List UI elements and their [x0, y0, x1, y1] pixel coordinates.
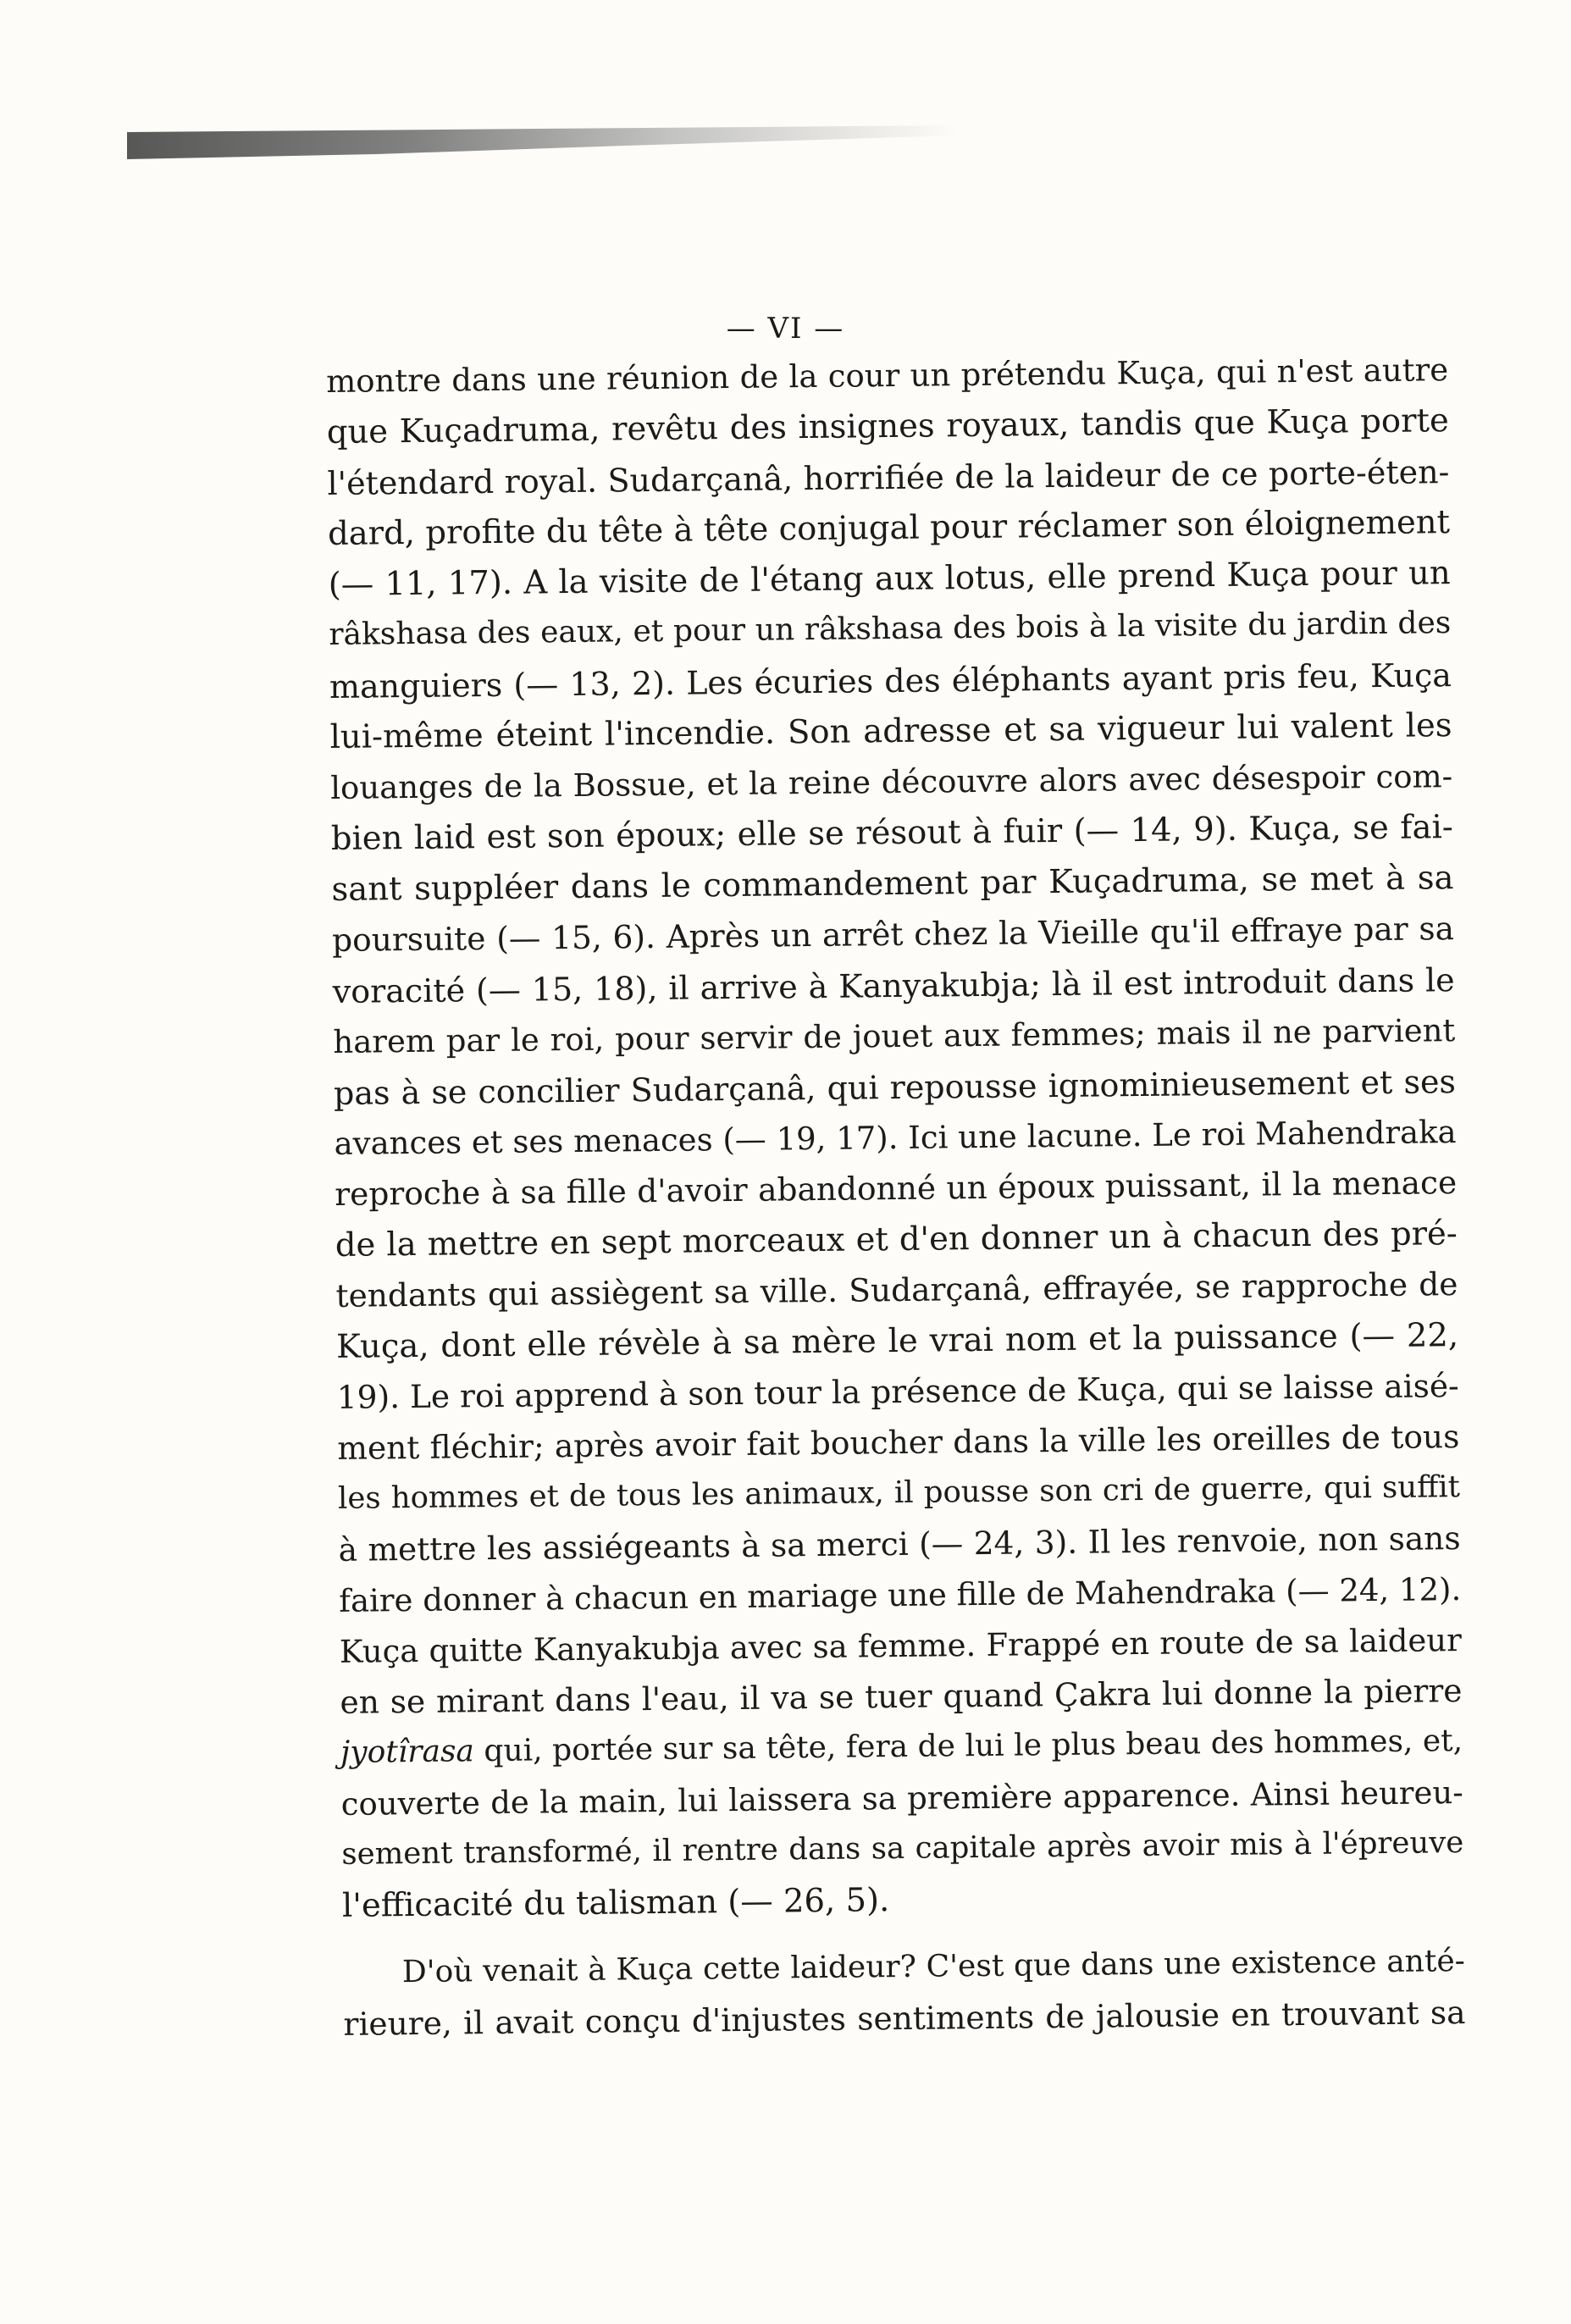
paragraph-2-line: rieure, il avait conçu d'injustes sentiments de jalousie en trouvant sa — [343, 1994, 1466, 2043]
text-line: râkshasa des eaux, et pour un râkshasa des bois à la visite du jardin des — [329, 606, 1452, 652]
text-line-italic-term — [340, 1726, 1463, 1768]
italic-term: jyotîrasa — [340, 1734, 475, 1770]
text-line: que Kuçadruma, revêtu des insignes royaux, tandis que Kuça porte — [326, 401, 1449, 451]
body-text — [325, 351, 1480, 2195]
text-line: sement transformé, il rentre dans sa capitale après avoir mis à l'épreuve — [341, 1825, 1464, 1872]
text-line: avances et ses menaces (— 19, 17). Ici une lacune. Le roi Mahendraka — [334, 1114, 1457, 1162]
text-line: couverte de la main, lui laissera sa première apparence. Ainsi heureu- — [340, 1774, 1463, 1823]
text-line: faire donner à chacun en mariage une fille de Mahendraka (— 24, 12). — [339, 1571, 1462, 1619]
text-line: dard, profite du tête à tête conjugal pour réclamer son éloignement — [327, 503, 1451, 553]
text-line: montre dans une réunion de la cour un prétendu Kuça, qui n'est autre — [325, 351, 1449, 400]
text-line: ment fléchir; après avoir fait boucher dans la ville les oreilles de tous — [337, 1418, 1460, 1467]
text-line: sant suppléer dans le commandement par Kuçadruma, se met à sa — [331, 859, 1454, 909]
page-number: — VI — — [726, 312, 845, 346]
text-line: louanges de la Bossue, et la reine découvre alors avec désespoir com- — [329, 758, 1453, 806]
text-line: Kuça quitte Kanyakubja avec sa femme. Frappé en route de sa laideur — [339, 1622, 1463, 1670]
text-line: Kuça, dont elle révèle à sa mère le vrai nom et la puissance (— 22, — [335, 1316, 1459, 1366]
paragraph-2-line: D'où venait à Kuça cette laideur? C'est que dans une existence anté- — [401, 1944, 1466, 1990]
text-line: tendants qui assiègent sa ville. Sudarçanâ, effrayée, se rapproche de — [335, 1265, 1458, 1314]
text-line: bien laid est son époux; elle se résout à fuir (— 14, 9). Kuça, se fai- — [330, 808, 1454, 858]
scan-edge-artifact — [127, 125, 957, 159]
text-line: l'étendard royal. Sudarçanâ, horrifiée de la laideur de ce porte-éten- — [327, 453, 1450, 502]
text-line: poursuite (— 15, 6). Après un arrêt chez la Vieille qu'il effraye par sa — [331, 910, 1455, 959]
text-line: manguiers (— 13, 2). Les écuries des éléphants ayant pris feu, Kuça — [329, 656, 1452, 706]
text-line: l'efficacité du talisman (— 26, 5). — [341, 1881, 890, 1925]
text-line: harem par le roi, pour servir de jouet aux femmes; mais il ne parvient — [333, 1012, 1456, 1060]
text-line: lui-même éteint l'incendie. Son adresse et sa vigueur lui valent les — [329, 706, 1452, 756]
text-line: à mettre les assiégeants à sa merci (— 24, 3). Il les renvoie, non sans — [338, 1519, 1461, 1569]
text-line: 19). Le roi apprend à son tour la présence de Kuça, qui se laisse aisé- — [336, 1367, 1459, 1416]
text-line: reproche à sa fille d'avoir abandonné un époux puissant, il la menace — [335, 1164, 1458, 1213]
line-rest: qui, portée sur sa tête, fera de lui le plus beau des hommes, et, — [473, 1724, 1463, 1769]
text-line: (— 11, 17). A la visite de l'étang aux lotus, elle prend Kuça pour un — [328, 554, 1451, 604]
text-line: de la mettre en sept morceaux et d'en donner un à chacun des pré- — [335, 1215, 1458, 1264]
text-line: voracité (— 15, 18), il arrive à Kanyakubja; là il est introduit dans le — [332, 961, 1455, 1010]
text-line: en se mirant dans l'eau, il va se tuer quand Çakra lui donne la pierre — [340, 1672, 1463, 1721]
text-line: les hommes et de tous les animaux, il pousse son cri de guerre, qui suffit — [337, 1469, 1461, 1516]
text-line: pas à se concilier Sudarçanâ, qui repousse ignominieusement et ses — [333, 1063, 1457, 1112]
